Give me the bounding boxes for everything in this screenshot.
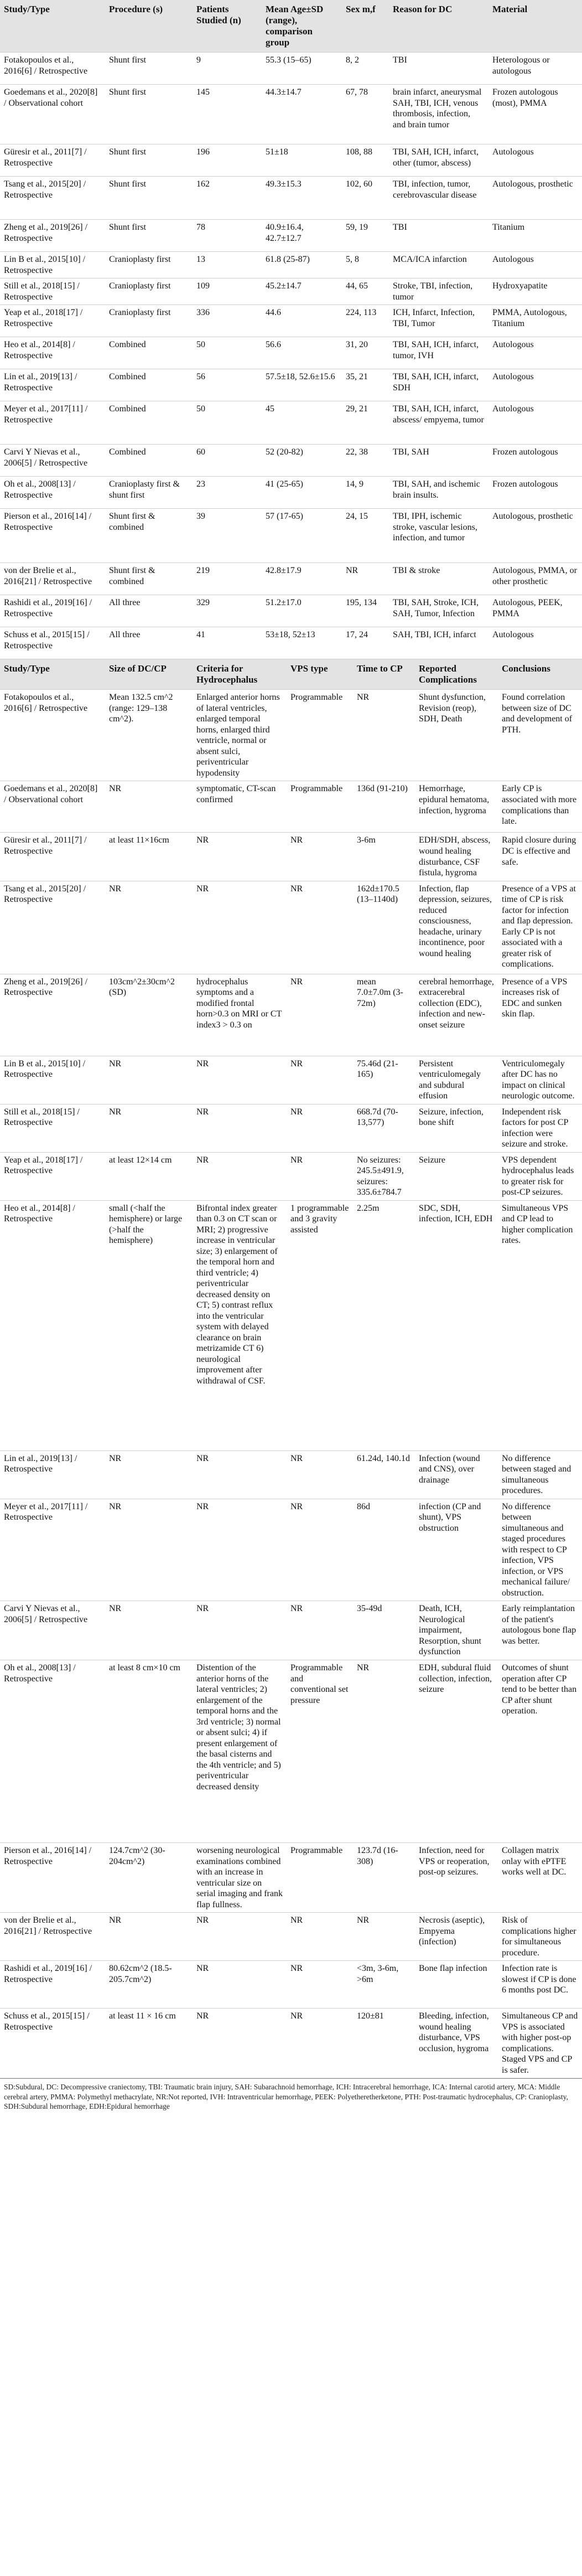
cell-study: Zheng et al., 2019[26] / Retrospective <box>0 220 105 252</box>
table-row <box>0 627 582 659</box>
cell-patients: 78 <box>193 220 262 252</box>
studies-table-1 <box>0 0 582 659</box>
cell-reason: TBI, SAH <box>389 445 489 477</box>
cell-study: Goedemans et al., 2020[8] / Observational cohort <box>0 781 105 833</box>
cell-size: NR <box>105 881 193 974</box>
cell-procedure: Cranioplasty first <box>105 278 193 305</box>
cell-study: Pierson et al., 2016[14] / Retrospective <box>0 509 105 563</box>
cell-material: Autologous <box>489 627 582 659</box>
cell-sex: 44, 65 <box>342 278 389 305</box>
cell-complications: EDH, subdural fluid collection, infection, seizure <box>415 1660 498 1843</box>
cell-study: Güresir et al., 2011[7] / Retrospective <box>0 833 105 881</box>
cell-conclusions: Outcomes of shunt operation after CP tend to be better than CP after shunt operation. <box>498 1660 582 1843</box>
cell-procedure: Combined <box>105 369 193 401</box>
cell-size: NR <box>105 1450 193 1499</box>
table-row <box>0 369 582 401</box>
cell-reason: SAH, TBI, ICH, infarct <box>389 627 489 659</box>
cell-size: 103cm^2±30cm^2 (SD) <box>105 974 193 1056</box>
cell-time: 86d <box>353 1499 415 1601</box>
table-row <box>0 401 582 445</box>
cell-procedure: Shunt first & combined <box>105 563 193 595</box>
cell-study: Tsang et al., 2015[20] / Retrospective <box>0 881 105 974</box>
cell-procedure: Shunt first <box>105 53 193 85</box>
cell-study: Yeap et al., 2018[17] / Retrospective <box>0 1152 105 1200</box>
cell-complications: infection (CP and shunt), VPS obstruction <box>415 1499 498 1601</box>
table-row <box>0 974 582 1056</box>
cell-material: Frozen autologous (most), PMMA <box>489 85 582 144</box>
cell-reason: TBI, IPH, ischemic stroke, vascular lesions, infection, and tumor <box>389 509 489 563</box>
cell-reason: TBI, SAH, ICH, infarct, other (tumor, abscess) <box>389 144 489 177</box>
table-row <box>0 1104 582 1152</box>
cell-reason: TBI, SAH, ICH, infarct, SDH <box>389 369 489 401</box>
cell-sex: 224, 113 <box>342 305 389 337</box>
cell-criteria: Bifrontal index greater than 0.3 on CT scan or MRI; 2) progressive increase in ventricular size; 3) enlargement of the temporal horn and third ventricle; 4) periventricular decreased density on CT; 5) contrast reflux into the ventricular system with delayed clearance on brain metrizamide CT 6) neurological improvement after withdrawal of CSF. <box>193 1200 287 1450</box>
cell-reason: TBI <box>389 220 489 252</box>
cell-vps: NR <box>287 1499 353 1601</box>
cell-time: 668.7d (70-13,577) <box>353 1104 415 1152</box>
cell-procedure: Combined <box>105 337 193 369</box>
cell-age: 41 (25-65) <box>262 477 342 509</box>
cell-material: Heterologous or autologous <box>489 53 582 85</box>
table-row <box>0 1499 582 1601</box>
cell-criteria: NR <box>193 1499 287 1601</box>
cell-sex: 5, 8 <box>342 252 389 278</box>
cell-conclusions: Rapid closure during DC is effective and safe. <box>498 833 582 881</box>
cell-procedure: Cranioplasty first & shunt first <box>105 477 193 509</box>
table2-header-cell: Criteria for Hydrocephalus <box>193 659 287 690</box>
cell-vps: Programmable and conventional set pressure <box>287 1660 353 1843</box>
cell-patients: 196 <box>193 144 262 177</box>
cell-procedure: Shunt first <box>105 85 193 144</box>
cell-time: 162d±170.5 (13–1140d) <box>353 881 415 974</box>
cell-patients: 56 <box>193 369 262 401</box>
cell-criteria: NR <box>193 1056 287 1104</box>
cell-material: Autologous <box>489 144 582 177</box>
cell-age: 40.9±16.4, 42.7±12.7 <box>262 220 342 252</box>
cell-age: 61.8 (25-87) <box>262 252 342 278</box>
table-row <box>0 781 582 833</box>
cell-criteria: NR <box>193 1104 287 1152</box>
cell-sex: 14, 9 <box>342 477 389 509</box>
cell-time: 120±81 <box>353 2009 415 2078</box>
table-1-body <box>0 53 582 659</box>
cell-time: 136d (91-210) <box>353 781 415 833</box>
cell-study: Zheng et al., 2019[26] / Retrospective <box>0 974 105 1056</box>
cell-study: Yeap et al., 2018[17] / Retrospective <box>0 305 105 337</box>
cell-complications: Infection (wound and CNS), over drainage <box>415 1450 498 1499</box>
cell-vps: NR <box>287 1450 353 1499</box>
cell-age: 52 (20-82) <box>262 445 342 477</box>
cell-procedure: Shunt first <box>105 177 193 220</box>
cell-procedure: All three <box>105 595 193 627</box>
cell-age: 55.3 (15–65) <box>262 53 342 85</box>
cell-material: Autologous <box>489 337 582 369</box>
cell-study: Fotakopoulos et al., 2016[6] / Retrospective <box>0 690 105 781</box>
table-row <box>0 1056 582 1104</box>
cell-conclusions: No difference between staged and simultaneous procedures. <box>498 1450 582 1499</box>
cell-material: Autologous, PMMA, or other prosthetic <box>489 563 582 595</box>
cell-patients: 13 <box>193 252 262 278</box>
cell-patients: 41 <box>193 627 262 659</box>
cell-study: Schuss et al., 2015[15] / Retrospective <box>0 2009 105 2078</box>
cell-study: Rashidi et al., 2019[16] / Retrospective <box>0 595 105 627</box>
table-row <box>0 1913 582 1961</box>
cell-conclusions: Collagen matrix onlay with ePTFE works well at DC. <box>498 1843 582 1913</box>
cell-complications: Seizure <box>415 1152 498 1200</box>
cell-material: Autologous, PEEK, PMMA <box>489 595 582 627</box>
cell-patients: 9 <box>193 53 262 85</box>
cell-criteria: NR <box>193 1450 287 1499</box>
cell-vps: NR <box>287 1961 353 2009</box>
cell-patients: 60 <box>193 445 262 477</box>
cell-material: Hydroxyapatite <box>489 278 582 305</box>
cell-sex: 17, 24 <box>342 627 389 659</box>
cell-study: Tsang et al., 2015[20] / Retrospective <box>0 177 105 220</box>
table-row <box>0 1152 582 1200</box>
table-row <box>0 1601 582 1660</box>
cell-reason: brain infarct, aneurysmal SAH, TBI, ICH, venous thrombosis, infection, and brain tumor <box>389 85 489 144</box>
cell-criteria: NR <box>193 833 287 881</box>
cell-size: NR <box>105 1056 193 1104</box>
cell-study: Carvi Y Nievas et al., 2006[5] / Retrospective <box>0 1601 105 1660</box>
cell-study: Meyer et al., 2017[11] / Retrospective <box>0 401 105 445</box>
cell-age: 45.2±14.7 <box>262 278 342 305</box>
cell-study: Still et al., 2018[15] / Retrospective <box>0 278 105 305</box>
cell-age: 57 (17-65) <box>262 509 342 563</box>
cell-criteria: NR <box>193 1961 287 2009</box>
cell-size: 124.7cm^2 (30-204cm^2) <box>105 1843 193 1913</box>
cell-reason: TBI, SAH, Stroke, ICH, SAH, Tumor, Infection <box>389 595 489 627</box>
cell-sex: NR <box>342 563 389 595</box>
cell-sex: 102, 60 <box>342 177 389 220</box>
cell-age: 57.5±18, 52.6±15.6 <box>262 369 342 401</box>
table2-header-cell: Time to CP <box>353 659 415 690</box>
table-row <box>0 477 582 509</box>
cell-age: 44.3±14.7 <box>262 85 342 144</box>
cell-time: 123.7d (16-308) <box>353 1843 415 1913</box>
cell-sex: 22, 38 <box>342 445 389 477</box>
cell-conclusions: Ventriculomegaly after DC has no impact on clinical neurologic outcome. <box>498 1056 582 1104</box>
cell-complications: Infection, need for VPS or reoperation, post-op seizures. <box>415 1843 498 1913</box>
cell-time: <3m, 3-6m, >6m <box>353 1961 415 2009</box>
cell-study: Goedemans et al., 2020[8] / Observational cohort <box>0 85 105 144</box>
cell-sex: 29, 21 <box>342 401 389 445</box>
cell-patients: 50 <box>193 337 262 369</box>
cell-vps: NR <box>287 833 353 881</box>
cell-complications: SDC, SDH, infection, ICH, EDH <box>415 1200 498 1450</box>
cell-material: Autologous, prosthetic <box>489 177 582 220</box>
table-row <box>0 690 582 781</box>
cell-study: Güresir et al., 2011[7] / Retrospective <box>0 144 105 177</box>
cell-complications: Shunt dysfunction, Revision (reop), SDH, Death <box>415 690 498 781</box>
table-row <box>0 2009 582 2078</box>
cell-reason: TBI, SAH, ICH, infarct, tumor, IVH <box>389 337 489 369</box>
table-row <box>0 144 582 177</box>
table-row <box>0 833 582 881</box>
cell-conclusions: Simultaneous VPS and CP lead to higher complication rates. <box>498 1200 582 1450</box>
cell-size: NR <box>105 1499 193 1601</box>
cell-study: Meyer et al., 2017[11] / Retrospective <box>0 1499 105 1601</box>
cell-vps: NR <box>287 881 353 974</box>
cell-complications: Infection, flap depression, seizures, reduced consciousness, headache, urinary incontinence, poor wound healing <box>415 881 498 974</box>
cell-study: Oh et al., 2008[13] / Retrospective <box>0 1660 105 1843</box>
cell-time: 2.25m <box>353 1200 415 1450</box>
cell-vps: Programmable <box>287 781 353 833</box>
cell-age: 49.3±15.3 <box>262 177 342 220</box>
cell-criteria: NR <box>193 881 287 974</box>
cell-vps: Programmable <box>287 690 353 781</box>
cell-material: Titanium <box>489 220 582 252</box>
cell-time: 75.46d (21-165) <box>353 1056 415 1104</box>
cell-age: 44.6 <box>262 305 342 337</box>
cell-size: NR <box>105 781 193 833</box>
table-row <box>0 1200 582 1450</box>
cell-material: Frozen autologous <box>489 445 582 477</box>
cell-study: Heo et al., 2014[8] / Retrospective <box>0 1200 105 1450</box>
cell-complications: Bone flap infection <box>415 1961 498 2009</box>
cell-size: small (<half the hemisphere) or large (>half the hemisphere) <box>105 1200 193 1450</box>
cell-vps: NR <box>287 2009 353 2078</box>
cell-conclusions: Presence of a VPS increases risk of EDC and sunken skin flap. <box>498 974 582 1056</box>
cell-conclusions: Early CP is associated with more complications than late. <box>498 781 582 833</box>
cell-reason: TBI, infection, tumor, cerebrovascular disease <box>389 177 489 220</box>
cell-study: Lin B et al., 2015[10] / Retrospective <box>0 252 105 278</box>
table-row <box>0 53 582 85</box>
cell-sex: 195, 134 <box>342 595 389 627</box>
cell-reason: ICH, Infarct, Infection, TBI, Tumor <box>389 305 489 337</box>
cell-study: Heo et al., 2014[8] / Retrospective <box>0 337 105 369</box>
cell-patients: 329 <box>193 595 262 627</box>
cell-material: Frozen autologous <box>489 477 582 509</box>
cell-time: NR <box>353 1660 415 1843</box>
table1-header-cell: Reason for DC <box>389 0 489 53</box>
table-row <box>0 445 582 477</box>
cell-time: 61.24d, 140.1d <box>353 1450 415 1499</box>
cell-conclusions: Early reimplantation of the patient's autologous bone flap was better. <box>498 1601 582 1660</box>
cell-criteria: symptomatic, CT-scan confirmed <box>193 781 287 833</box>
cell-size: at least 12×14 cm <box>105 1152 193 1200</box>
table-2-header <box>0 659 582 690</box>
table-row <box>0 595 582 627</box>
cell-material: Autologous <box>489 369 582 401</box>
cell-patients: 39 <box>193 509 262 563</box>
cell-procedure: Combined <box>105 445 193 477</box>
cell-time: No seizures: 245.5±491.9, seizures: 335.6±784.7 <box>353 1152 415 1200</box>
cell-sex: 24, 15 <box>342 509 389 563</box>
cell-size: NR <box>105 1913 193 1961</box>
cell-conclusions: Found correlation between size of DC and development of PTH. <box>498 690 582 781</box>
table-1-header <box>0 0 582 53</box>
cell-sex: 67, 78 <box>342 85 389 144</box>
cell-reason: MCA/ICA infarction <box>389 252 489 278</box>
cell-study: Schuss et al., 2015[15] / Retrospective <box>0 627 105 659</box>
cell-complications: cerebral hemorrhage, extracerebral collection (EDC), infection and new-onset seizure <box>415 974 498 1056</box>
table-row <box>0 1843 582 1913</box>
cell-study: Carvi Y Nievas et al., 2006[5] / Retrospective <box>0 445 105 477</box>
cell-reason: TBI, SAH, and ischemic brain insults. <box>389 477 489 509</box>
cell-study: von der Brelie et al., 2016[21] / Retrospective <box>0 563 105 595</box>
cell-size: NR <box>105 1601 193 1660</box>
cell-patients: 23 <box>193 477 262 509</box>
cell-sex: 35, 21 <box>342 369 389 401</box>
cell-conclusions: Simultaneous CP and VPS is associated with higher post-op complications. Staged VPS and CP is safer. <box>498 2009 582 2078</box>
cell-vps: NR <box>287 1104 353 1152</box>
cell-age: 53±18, 52±13 <box>262 627 342 659</box>
cell-size: at least 8 cm×10 cm <box>105 1660 193 1843</box>
studies-table-2 <box>0 659 582 2078</box>
cell-study: Still et al., 2018[15] / Retrospective <box>0 1104 105 1152</box>
cell-conclusions: Independent risk factors for post CP infection were seizure and stroke. <box>498 1104 582 1152</box>
table-row <box>0 220 582 252</box>
cell-sex: 59, 19 <box>342 220 389 252</box>
cell-time: mean 7.0±7.0m (3-72m) <box>353 974 415 1056</box>
cell-study: Lin B et al., 2015[10] / Retrospective <box>0 1056 105 1104</box>
cell-complications: EDH/SDH, abscess, wound healing disturbance, CSF fistula, hygroma <box>415 833 498 881</box>
cell-material: Autologous <box>489 252 582 278</box>
table-row <box>0 1961 582 2009</box>
table1-header-cell: Sex m,f <box>342 0 389 53</box>
table-row <box>0 252 582 278</box>
table-row <box>0 881 582 974</box>
cell-complications: Persistent ventriculomegaly and subdural effusion <box>415 1056 498 1104</box>
table2-header-cell: VPS type <box>287 659 353 690</box>
cell-age: 56.6 <box>262 337 342 369</box>
cell-criteria: hydrocephalus symptoms and a modified frontal horn>0.3 on MRI or CT index3 > 0.3 on <box>193 974 287 1056</box>
cell-reason: Stroke, TBI, infection, tumor <box>389 278 489 305</box>
table1-header-cell: Mean Age±SD (range), comparison group <box>262 0 342 53</box>
cell-conclusions: No difference between simultaneous and staged procedures with respect to CP infection, VPS infection, or VPS mechanical failure/ obstruction. <box>498 1499 582 1601</box>
table2-header-cell: Study/Type <box>0 659 105 690</box>
cell-criteria: Enlarged anterior horns of lateral ventricles, enlarged temporal horns, enlarged third ventricle, normal or absent sulci, periventricular hypodensity <box>193 690 287 781</box>
cell-reason: TBI, SAH, ICH, infarct, abscess/ empyema, tumor <box>389 401 489 445</box>
cell-criteria: NR <box>193 2009 287 2078</box>
cell-procedure: Shunt first & combined <box>105 509 193 563</box>
cell-complications: Seizure, infection, bone shift <box>415 1104 498 1152</box>
table-2-body <box>0 690 582 2078</box>
cell-age: 42.8±17.9 <box>262 563 342 595</box>
cell-conclusions: Presence of a VPS at time of CP is risk factor for infection and flap depression. Early CP is not associated with a greater risk of complications. <box>498 881 582 974</box>
cell-material: PMMA, Autologous, Titanium <box>489 305 582 337</box>
table-row <box>0 305 582 337</box>
cell-patients: 109 <box>193 278 262 305</box>
cell-study: Oh et al., 2008[13] / Retrospective <box>0 477 105 509</box>
cell-procedure: Cranioplasty first <box>105 305 193 337</box>
cell-size: 80.62cm^2 (18.5-205.7cm^2) <box>105 1961 193 2009</box>
cell-material: Autologous, prosthetic <box>489 509 582 563</box>
table-row <box>0 85 582 144</box>
cell-procedure: Combined <box>105 401 193 445</box>
cell-conclusions: Infection rate is slowest if CP is done 6 months post DC. <box>498 1961 582 2009</box>
cell-reason: TBI <box>389 53 489 85</box>
table-row <box>0 177 582 220</box>
cell-study: von der Brelie et al., 2016[21] / Retrospective <box>0 1913 105 1961</box>
table1-header-cell: Procedure (s) <box>105 0 193 53</box>
cell-criteria: NR <box>193 1601 287 1660</box>
table2-header-cell: Conclusions <box>498 659 582 690</box>
cell-patients: 50 <box>193 401 262 445</box>
cell-procedure: Shunt first <box>105 144 193 177</box>
cell-complications: Death, ICH, Neurological impairment, Resorption, shunt dysfunction <box>415 1601 498 1660</box>
cell-patients: 336 <box>193 305 262 337</box>
cell-vps: 1 programmable and 3 gravity assisted <box>287 1200 353 1450</box>
cell-size: Mean 132.5 cm^2 (range: 129–138 cm^2). <box>105 690 193 781</box>
cell-age: 45 <box>262 401 342 445</box>
cell-conclusions: Risk of complications higher for simultaneous procedure. <box>498 1913 582 1961</box>
cell-criteria: NR <box>193 1913 287 1961</box>
table1-header-cell: Patients Studied (n) <box>193 0 262 53</box>
cell-sex: 108, 88 <box>342 144 389 177</box>
cell-material: Autologous <box>489 401 582 445</box>
cell-vps: NR <box>287 1056 353 1104</box>
cell-study: Lin et al., 2019[13] / Retrospective <box>0 369 105 401</box>
cell-complications: Hemorrhage, epidural hematoma, infection, hygroma <box>415 781 498 833</box>
cell-time: NR <box>353 1913 415 1961</box>
table1-header-cell: Material <box>489 0 582 53</box>
table2-header-cell: Reported Complications <box>415 659 498 690</box>
cell-complications: Necrosis (aseptic), Empyema (infection) <box>415 1913 498 1961</box>
cell-age: 51.2±17.0 <box>262 595 342 627</box>
cell-complications: Bleeding, infection, wound healing disturbance, VPS occlusion, hygroma <box>415 2009 498 2078</box>
cell-vps: NR <box>287 1152 353 1200</box>
cell-patients: 219 <box>193 563 262 595</box>
table-footnote: SD:Subdural, DC: Decompressive craniectomy, TBI: Traumatic brain injury, SAH: Subarachnoid hemorrhage, ICH: Intracerebral hemorrhage, ICA: Internal carotid artery, MCA: Middle cerebral artery, PMMA: Polymethyl methacrylate, NR:Not reported, IVH: Intraventricular hemorrhage, PEEK: Polyetheretherketone, PTH: Post-traumatic hydrocephalus, CP: Cranioplasty, SDH:Subdural hemorrhage, EDH:Epidural hemorrhage <box>0 2078 582 2115</box>
cell-time: NR <box>353 690 415 781</box>
cell-procedure: Shunt first <box>105 220 193 252</box>
cell-procedure: All three <box>105 627 193 659</box>
table-row <box>0 509 582 563</box>
cell-time: 35-49d <box>353 1601 415 1660</box>
cell-size: at least 11 × 16 cm <box>105 2009 193 2078</box>
cell-study: Pierson et al., 2016[14] / Retrospective <box>0 1843 105 1913</box>
cell-study: Rashidi et al., 2019[16] / Retrospective <box>0 1961 105 2009</box>
cell-vps: Programmable <box>287 1843 353 1913</box>
cell-sex: 31, 20 <box>342 337 389 369</box>
table-row <box>0 1450 582 1499</box>
cell-reason: TBI & stroke <box>389 563 489 595</box>
table-row <box>0 337 582 369</box>
table-row <box>0 278 582 305</box>
table-row <box>0 563 582 595</box>
cell-sex: 8, 2 <box>342 53 389 85</box>
cell-vps: NR <box>287 1601 353 1660</box>
cell-criteria: Distention of the anterior horns of the lateral ventricles; 2) enlargement of the temporal horns and the 3rd ventricle; 3) normal or absent sulci; 4) if present enlargement of the basal cisterns and the 4th ventricle; and 5) periventricular decreased density <box>193 1660 287 1843</box>
cell-age: 51±18 <box>262 144 342 177</box>
cell-size: at least 11×16cm <box>105 833 193 881</box>
cell-study: Lin et al., 2019[13] / Retrospective <box>0 1450 105 1499</box>
cell-size: NR <box>105 1104 193 1152</box>
table-row <box>0 1660 582 1843</box>
cell-vps: NR <box>287 974 353 1056</box>
cell-criteria: worsening neurological examinations combined with an increase in ventricular size on serial imaging and frank flap fullness. <box>193 1843 287 1913</box>
cell-conclusions: VPS dependent hydrocephalus leads to greater risk for post-CP seizures. <box>498 1152 582 1200</box>
cell-vps: NR <box>287 1913 353 1961</box>
table2-header-cell: Size of DC/CP <box>105 659 193 690</box>
cell-procedure: Cranioplasty first <box>105 252 193 278</box>
cell-criteria: NR <box>193 1152 287 1200</box>
cell-patients: 145 <box>193 85 262 144</box>
table1-header-cell: Study/Type <box>0 0 105 53</box>
cell-patients: 162 <box>193 177 262 220</box>
cell-study: Fotakopoulos et al., 2016[6] / Retrospective <box>0 53 105 85</box>
cell-time: 3-6m <box>353 833 415 881</box>
